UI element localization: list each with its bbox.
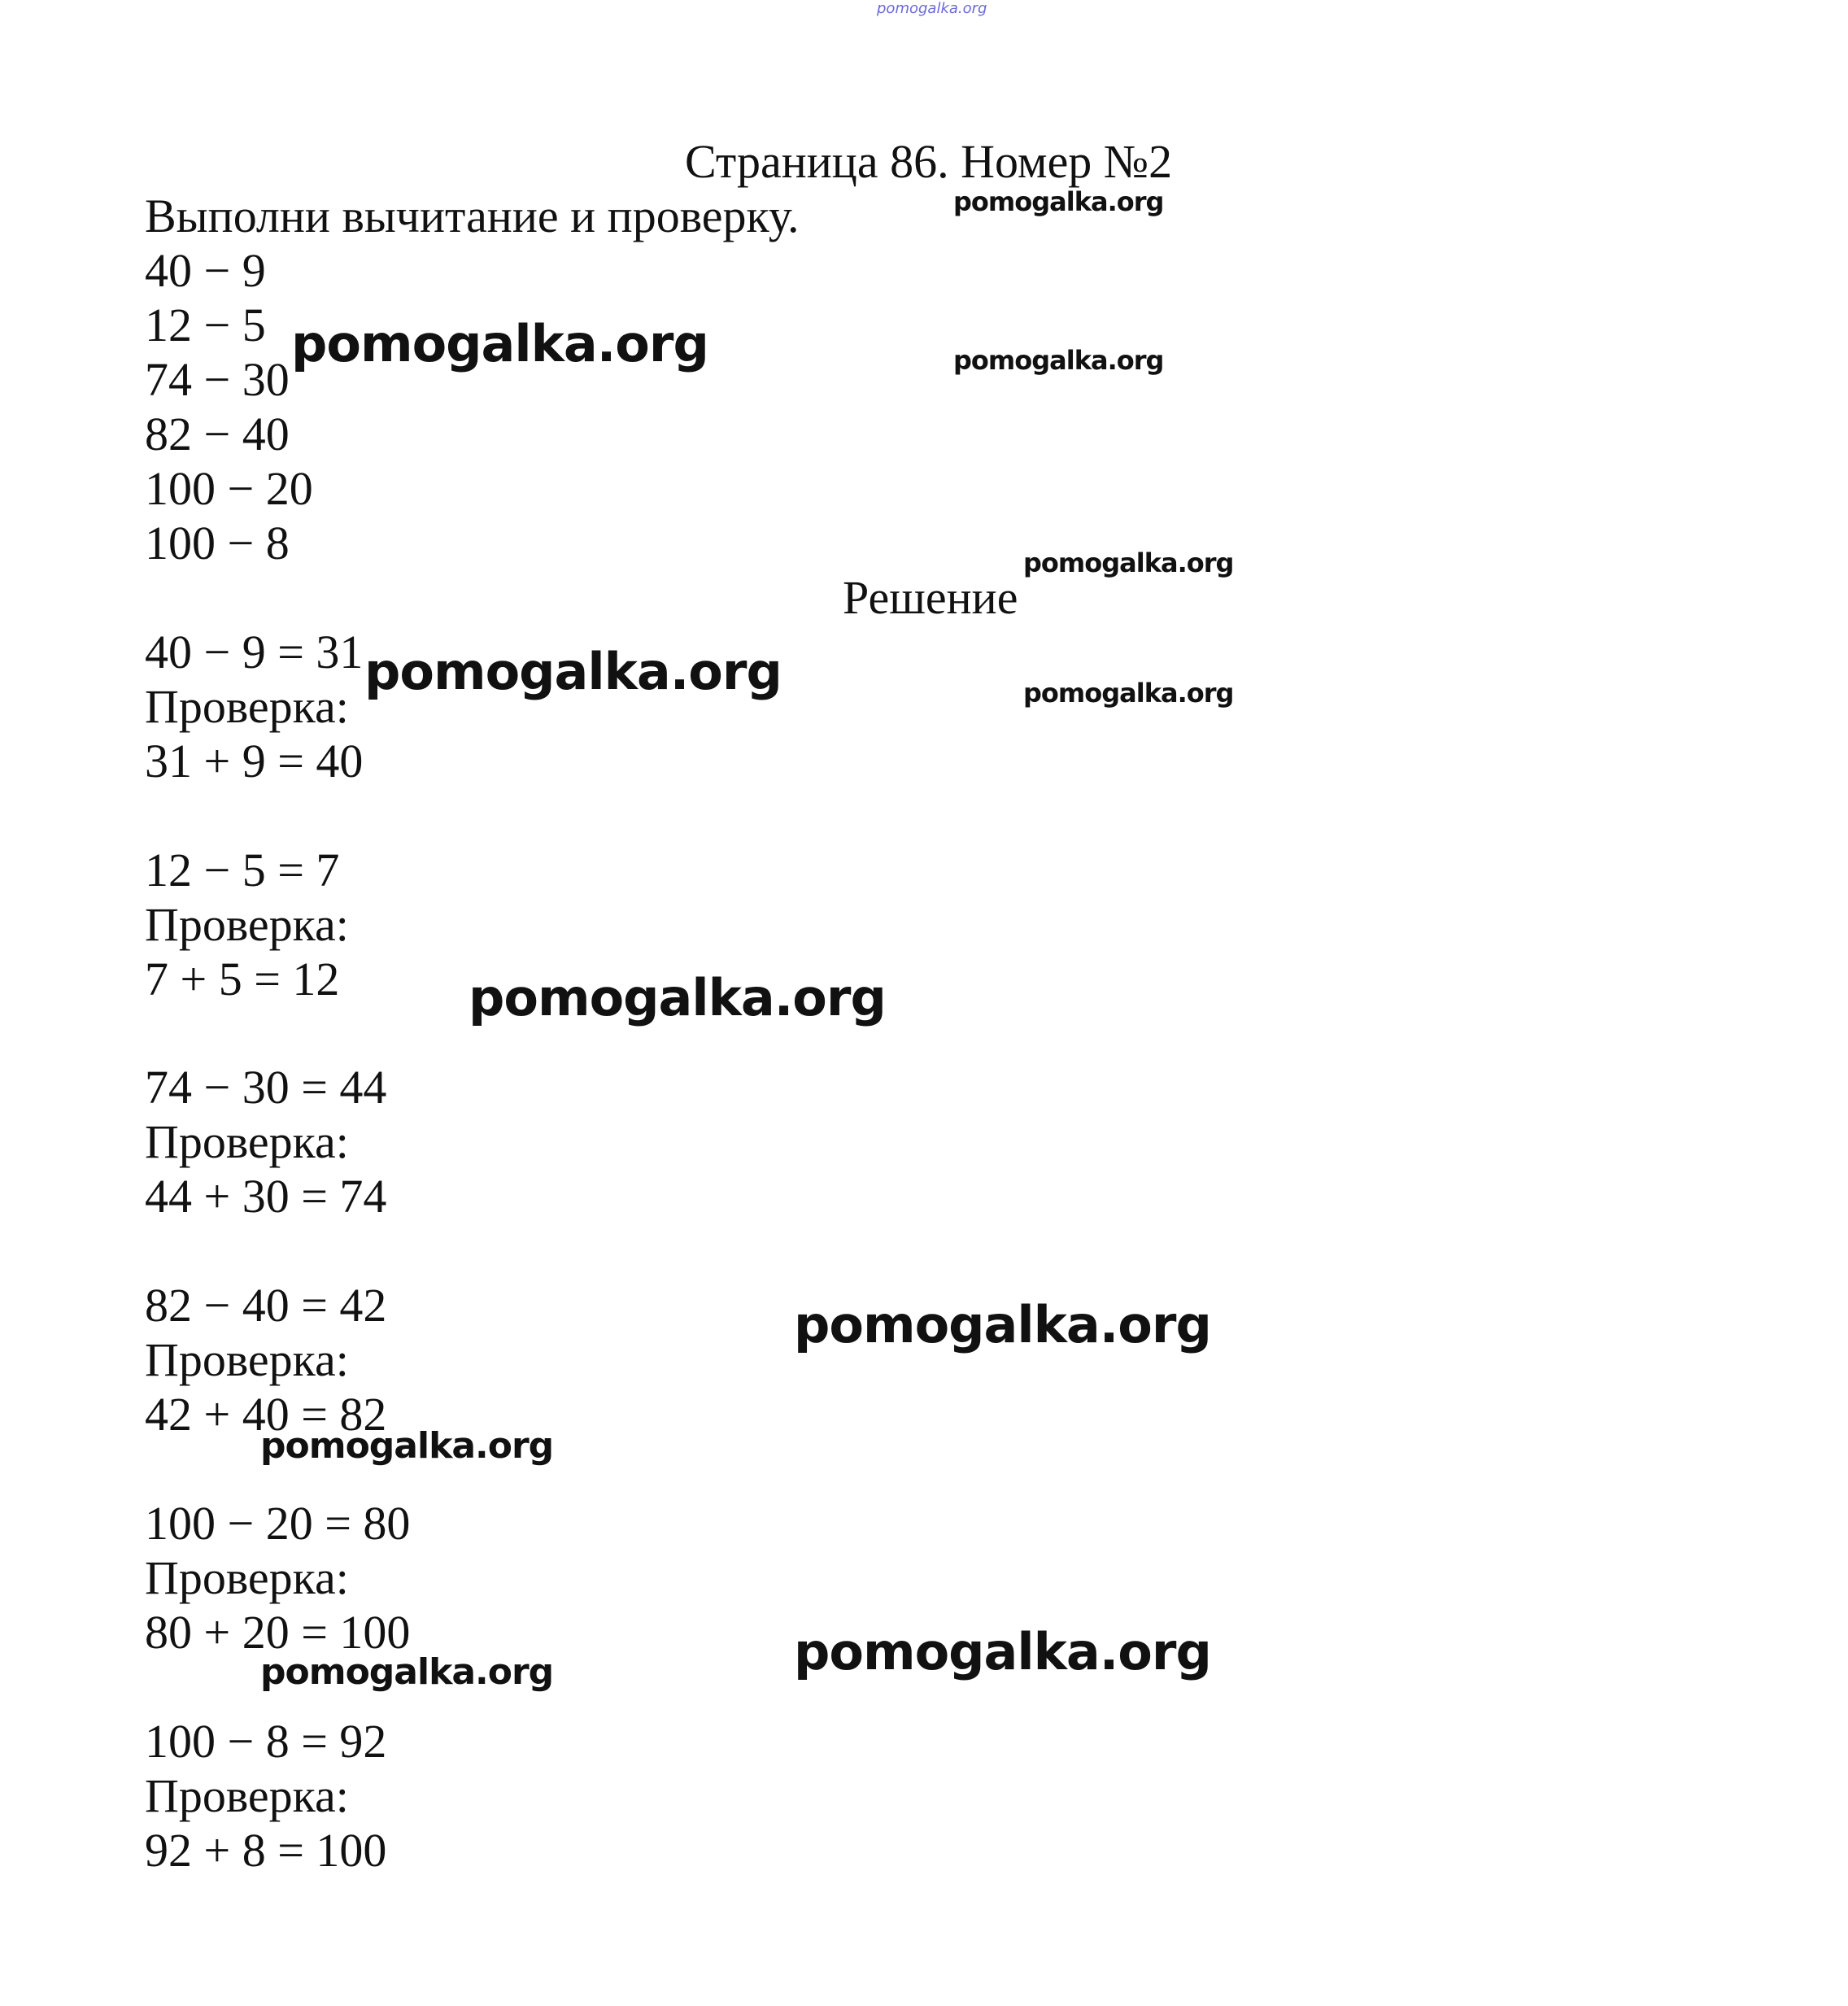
watermark-4: pomogalka.org — [1023, 547, 1234, 578]
solution-3-equation: 74 − 30 = 44 — [145, 1061, 387, 1114]
solution-2-check: 7 + 5 = 12 — [145, 953, 340, 1005]
solution-2-check-label: Проверка: — [145, 898, 349, 951]
solution-6-equation: 100 − 8 = 92 — [145, 1715, 387, 1768]
example-5: 100 − 20 — [145, 462, 313, 515]
solution-6-check: 92 + 8 = 100 — [145, 1824, 387, 1877]
example-6: 100 − 8 — [145, 517, 290, 569]
example-1: 40 − 9 — [145, 244, 266, 297]
solution-5-check: 80 + 20 = 100 — [145, 1606, 411, 1659]
solution-4-equation: 82 − 40 = 42 — [145, 1279, 387, 1332]
solution-5-equation: 100 − 20 = 80 — [145, 1497, 411, 1550]
solution-5-check-label: Проверка: — [145, 1551, 349, 1604]
solution-4-check-label: Проверка: — [145, 1333, 349, 1386]
solution-1-equation: 40 − 9 = 31 — [145, 626, 364, 678]
solution-1-check-label: Проверка: — [145, 680, 349, 733]
example-4: 82 − 40 — [145, 408, 290, 460]
solution-heading: Решение — [843, 571, 1018, 624]
watermark-9: pomogalka.org — [260, 1425, 554, 1467]
watermark-top: pomogalka.org — [877, 0, 987, 17]
watermark-8: pomogalka.org — [794, 1295, 1211, 1354]
example-3: 74 − 30 — [145, 353, 290, 406]
watermark-10: pomogalka.org — [260, 1651, 554, 1693]
watermark-11: pomogalka.org — [794, 1622, 1211, 1681]
watermark-2: pomogalka.org — [291, 314, 708, 373]
watermark-5: pomogalka.org — [364, 642, 782, 701]
watermark-7: pomogalka.org — [469, 968, 886, 1027]
solution-3-check: 44 + 30 = 74 — [145, 1170, 387, 1223]
task-text: Выполни вычитание и проверку. — [145, 190, 800, 242]
solution-3-check-label: Проверка: — [145, 1115, 349, 1168]
solution-2-equation: 12 − 5 = 7 — [145, 844, 340, 896]
solution-1-check: 31 + 9 = 40 — [145, 735, 364, 787]
solution-6-check-label: Проверка: — [145, 1769, 349, 1822]
example-2: 12 − 5 — [145, 299, 266, 351]
watermark-6: pomogalka.org — [1023, 678, 1234, 709]
page-title: Страница 86. Номер №2 — [685, 135, 1173, 188]
watermark-1: pomogalka.org — [953, 186, 1164, 217]
solution-4-check: 42 + 40 = 82 — [145, 1388, 387, 1441]
watermark-3: pomogalka.org — [953, 345, 1164, 376]
